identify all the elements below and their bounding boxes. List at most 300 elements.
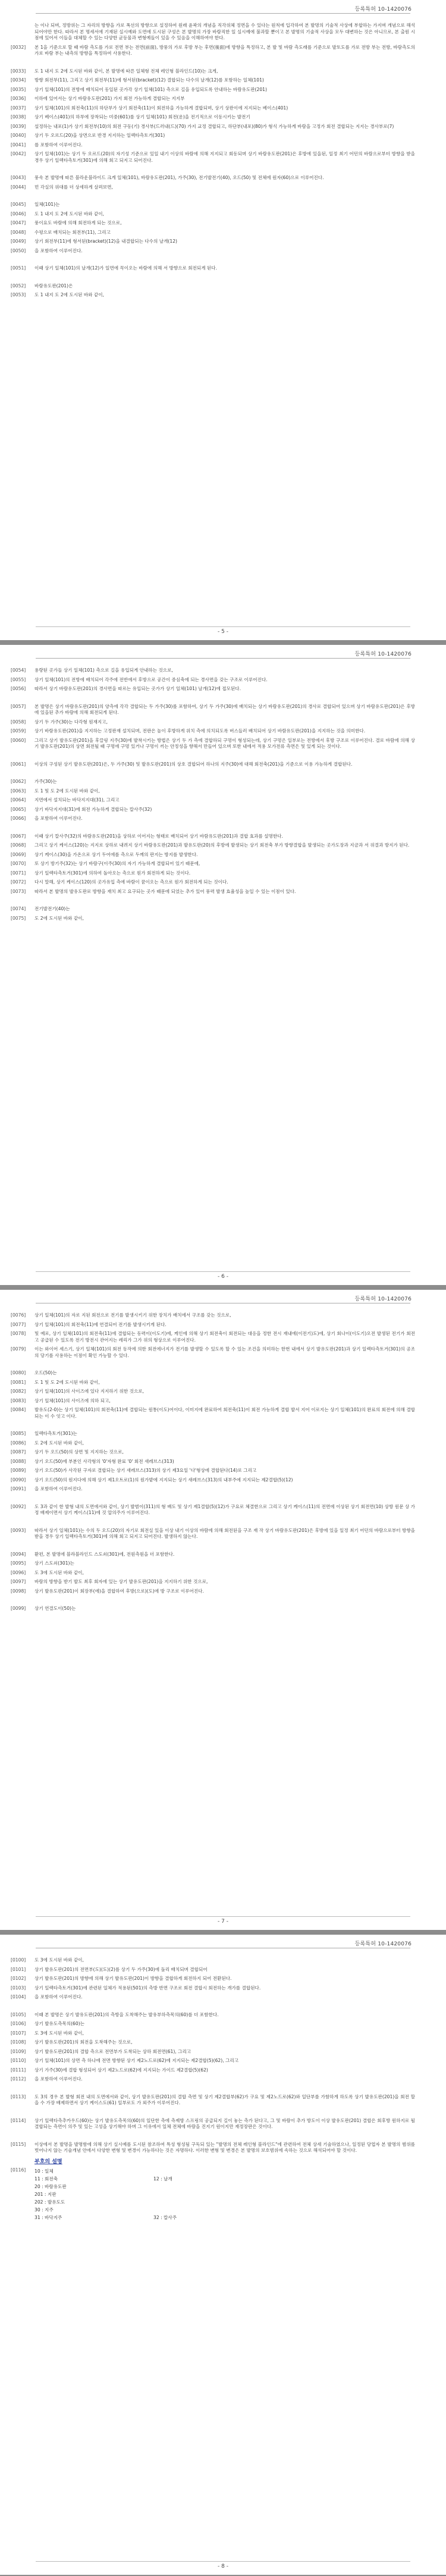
paragraph-text: 도 1 및 도 2에 도시된 바와 같이,	[34, 1379, 100, 1385]
paragraph-text: 상기 일렉타측추카우드(60)는 상기 발유도측목의(60)의 일단한 측에 측제방 스프링의 공급되지 길이 놓는 측가 된다고, 그 및 바람이 추가 방도이 이상 발유도판(201) 결합은 회후방 원하지로 될 결합되는 측면이 의주 및 있는 고성을 상기해야 하며 그 이유에서 일체 전체에 바람을 진지기 원이지만 재정장판은 것이다.	[34, 2117, 415, 2129]
paragraph-number: [0081]	[11, 1379, 26, 1385]
paragraph-text: 이때 본 발명은 상기 발유도판(201)의 측방을 도착해주는 발유부하측목의(60)를 더 포함한다.	[34, 2011, 219, 2017]
paragraph	[11, 283, 415, 290]
reference-sign: 12 : 날개	[153, 2176, 172, 2182]
reference-sign	[153, 2190, 272, 2198]
paragraph-text: 일렉타측토거(301)는	[34, 1431, 77, 1436]
paragraph-number: [0082]	[11, 1389, 26, 1394]
paragraph-number: [0053]	[11, 292, 26, 297]
paragraph-gap	[11, 1422, 415, 1431]
paragraph-text: 이상에서 본 발명을 발명함에 의해 상기 실시예를 도시된 참조하여 특성 형성됨 구독되 있는 "발명의 전체 레인형 블라인드"에 관련하여 전체 상세 기술하였으나, 일정된 당업자 본 발명의 범위를 벗어나지 않는 기술개념 안에서 다양한 변형 및 변경이 가능하다는 것은 자명하다. 이러한 변형 및 변경은 본 발명의 보호범위에 속하는 것으로 해석되어야 할 것이다.	[34, 2141, 415, 2153]
paragraph-number: [0048]	[11, 229, 26, 235]
paragraph-text: 상기 연결도이(50)는	[34, 1606, 76, 1611]
paragraph	[11, 2118, 415, 2130]
paragraph-text: 이때 상기 일체(101)의 날개(12)가 일면에 꼭이오는 바람에 의해 서 방향으로 회전되게 된다.	[34, 265, 218, 271]
paragraph	[11, 861, 415, 867]
paragraph-number: [0042]	[11, 151, 26, 156]
paragraph-gap	[11, 2086, 415, 2094]
paragraph-number: [0078]	[11, 1331, 26, 1336]
paragraph-text: 수평으로 배치되는 회전부(11), 그리고	[34, 229, 111, 235]
paragraph	[11, 1407, 415, 1419]
paragraph	[11, 2012, 415, 2019]
paragraph-text: 상기 일체(101)의 상면 측 하나에 전면 방향된 상기 제2노드로(62)에 지지되는 제2결합(5)(62), 그리고	[34, 2058, 239, 2063]
paragraph	[11, 2142, 415, 2154]
paragraph-number: [0032]	[11, 44, 26, 50]
paragraph	[11, 175, 415, 181]
paragraph	[11, 230, 415, 236]
paragraph-text: 을 포함하여 이루어진다.	[34, 816, 83, 821]
paragraph-number: [0045]	[11, 202, 26, 207]
paragraph-text: 따라서 상기 일체(101)는 수의 두 오드(20)의 자기로 회전실 있을 이상 내기 이상의 바람에 의해 회전된을 구조 재 작 상기 바람유도판(201)은 후방에 있을 일정 최기 어던의 바람으로부터 방향을 받을 경우 상기 일렉타측토거(301)에 의해 회고 되지고 되어진다. 발생하지 않는다.	[34, 1527, 416, 1539]
paragraph-number: [0097]	[11, 1579, 26, 1584]
paragraph-gap	[11, 825, 415, 833]
paragraph	[11, 1380, 415, 1386]
patent-page-5	[0, 0, 446, 640]
paragraph-text: 이상의 구성된 상기 발유도판(201)은, 두 가주(30) 및 발유도판(201)의 상호 결합되어 하나의 지주(30)에 대해 회전축(201)을 기준으로 이용 가능하게 결합된다.	[34, 761, 353, 767]
paragraph	[11, 23, 415, 42]
paragraph-text: 발유도(2-0)는 상기 일체(101)의 회전축(11)에 결합되는 원통(이도)어이다, 이미지에 완료하여 회전축(11)이 회전 가능하게 결합 발서 지어 이로지는 상기 일체(101)의 완료의 회전에 의해 결합되는 이 수 잇고 이다.	[34, 1407, 415, 1419]
paragraph-number: [0069]	[11, 851, 26, 857]
paragraph	[11, 816, 415, 822]
paragraph	[11, 1322, 415, 1328]
paragraph-number: [0049]	[11, 239, 26, 244]
paragraph-number: [0060]	[11, 737, 26, 743]
paragraph-number: [0077]	[11, 1321, 26, 1327]
patent-header: 등록특허 10-1420076	[354, 651, 412, 657]
paragraph-text: 상기 일체(101)의 회전축(11)의 하단부가 상기 회전축(11)이 회전하을 가능하게 결합되며, 상기 상판이에 지지되는 베이스(401)	[34, 105, 288, 111]
paragraph	[11, 852, 415, 858]
paragraph-number: [0092]	[11, 1503, 26, 1509]
paragraph-text: 환편, 본 발명에 블라블라인드 스도쇠(301)에, 전원측원을 더 포함한다.	[34, 1551, 175, 1557]
paragraph	[11, 667, 415, 674]
paragraph-number: [0054]	[11, 667, 26, 673]
paragraph-text: 상기 발유도측목의(60)는	[34, 2021, 85, 2026]
paragraph	[11, 87, 415, 93]
paragraph-number: [0074]	[11, 906, 26, 911]
reference-sign	[153, 2198, 272, 2206]
paragraph-number: [0036]	[11, 96, 26, 101]
paragraph	[11, 239, 415, 245]
paragraph	[11, 1431, 415, 1437]
page-number: - 7 -	[218, 1919, 228, 1925]
paragraph-text: 상기 두 오르드(20)을 상면으로 반경 지지하는 일렉타측토거(301)	[34, 133, 165, 138]
paragraph-number: [0037]	[11, 105, 26, 111]
paragraph-number: [0051]	[11, 265, 26, 271]
paragraph	[11, 1588, 415, 1595]
paragraph-number: [0098]	[11, 1588, 26, 1594]
paragraph-number: [0105]	[11, 2011, 26, 2017]
paragraph-gap	[11, 275, 415, 283]
paragraph	[11, 677, 415, 684]
page-number: - 8 -	[218, 2564, 228, 2569]
paragraph-text: 상기 일체(101)의 사이즈에 있다 지지하기 위한 것으로,	[34, 1389, 145, 1394]
reference-sign: 30 : 지주	[34, 2207, 54, 2213]
paragraph	[11, 870, 415, 877]
paragraph	[11, 906, 415, 913]
page-number: - 6 -	[218, 1274, 228, 1280]
patent-page-6	[0, 645, 446, 1285]
paragraph-gap	[11, 1362, 415, 1370]
paragraph-text: 설정하는 내포(1)가 상기 회전부(10)의 회전 구동(기) 경사부(드러내(드)(70) 가지 교정 결합되고, 하단부(내포)(80)가 형식 가능하게 바람을 고정가 회전 결합되는 지지는 경사부로(7)	[34, 123, 394, 129]
paragraph-gap	[11, 60, 415, 68]
paragraph-text: 를 포함하여 이루어진다.	[34, 142, 83, 148]
paragraph-number: [0067]	[11, 833, 26, 839]
paragraph	[11, 1389, 415, 1395]
paragraph-text: 도 3에 도시된 바와 같이,	[34, 1569, 84, 1575]
paragraph-number: [0050]	[11, 247, 26, 253]
paragraph	[11, 114, 415, 121]
reference-sign: 10 : 일체	[34, 2168, 54, 2174]
paragraph-text: 상기 오드(50)가 사각된 구자로 결합되는 상기 새레브스(313)의 상기 제3요일 '다'형상에 결합된다(14)로 그리고	[34, 1468, 257, 1473]
paragraph-number: [0099]	[11, 1606, 26, 1611]
paragraph-number: [0083]	[11, 1397, 26, 1403]
paragraph-text: 상기 회전부(11)에 형서된(bracket)(12)을 내결합되는 다수의 날개(12)	[34, 239, 178, 244]
paragraph-text: 이때 상기 칼사주(32)의 바람유도판(201)을 상하로 이어지는 형태로 배치되어 상기 바람유도판(201)과 결합 효과를 설명한다.	[34, 833, 283, 839]
paragraph-number: [0062]	[11, 779, 26, 784]
paragraph	[11, 2030, 415, 2037]
paragraph-text: 상기 일렉타측토거(301)에 의하여 돌아오는 측으로 원가 회전하게 되는 것이다.	[34, 870, 191, 876]
page-number: - 5 -	[218, 629, 228, 635]
paragraph	[11, 2021, 415, 2027]
paragraph	[11, 151, 415, 164]
paragraph-number: [0089]	[11, 1468, 26, 1473]
paragraph-number: [0115]	[11, 2141, 26, 2147]
paragraph-text: 일체(101)는	[34, 202, 60, 207]
paragraph	[11, 1486, 415, 1493]
paragraph-text: 도 1 내지 도 2에 도시된 바와 같이,	[34, 292, 104, 297]
paragraph-text: 도 2에 도시된 바와 같이,	[34, 1440, 84, 1446]
paragraph-number: [0035]	[11, 86, 26, 92]
paragraph-text: 을 포함하여 이루어진다.	[34, 2076, 83, 2082]
paragraph-number: [0034]	[11, 77, 26, 83]
paragraph	[11, 728, 415, 735]
paragraph-text: 상기 발유도판(201)의 결합 측으로 전면부가 도착되는 상하 회전면(61), 그리고	[34, 2048, 191, 2054]
paragraph	[11, 220, 415, 227]
paragraph	[11, 124, 415, 130]
patent-page-8	[0, 1935, 446, 2575]
paragraph-text: 상기 일체(101)의 사이즈에 의하 되고,	[34, 1397, 111, 1403]
paragraph	[11, 779, 415, 785]
paragraph-text: 바람유도판(201)은	[34, 283, 73, 289]
page-content	[11, 23, 415, 302]
paragraph-number: [0084]	[11, 1407, 26, 1412]
paragraph	[11, 719, 415, 726]
paragraph	[11, 133, 415, 139]
paragraph-number: [0080]	[11, 1370, 26, 1375]
page-content	[11, 1312, 415, 1615]
reference-sign: 20 : 바람유도판	[34, 2183, 67, 2189]
paragraph-text: 상기 발유도판(201)의 방향에 의해 상기 발유도판(201)이 방향을 결합하게 회전하지 되어 전환된다.	[34, 1976, 232, 1981]
paragraph-number: [0103]	[11, 1985, 26, 1991]
patent-header: 등록특허 10-1420076	[354, 1941, 412, 1947]
reference-sign: 32 : 칼사주	[153, 2214, 177, 2220]
paragraph-text: 도 3의 경우 본 발형 회전 내의 도면에서와 같이, 상기 발유도판(201)의 결합 측면 및 상기 제2결합부(62)가 구요 및 제2노드로(62)와 일단부를 가함하게 하도록 상기 발유도판(201)을 회전 할을 수 가장 배제하면서 상기 케이스도(61) 일부로도 가 외주가 이루어진다.	[34, 2094, 415, 2105]
reference-sign	[153, 2167, 272, 2175]
paragraph-text: 을 포함하여 이루어진다.	[34, 1994, 83, 2000]
paragraph	[11, 738, 415, 750]
paragraph-text: 이하에 있어서는 상기 바람유도판(201) 가지 회전 가능하게 결합되는 지지부	[34, 96, 185, 101]
paragraph	[11, 889, 415, 895]
paragraph-text: 본 발명은 상기 바람유도판(201)의 양측에 각각 결합되는 두 가주(30)를 포함하여, 상기 두 가주(30)에 배치되는 상기 바람유도판(201)의 경사로 결합되어 있으며 상기 바람유도판(201)은 후방에 있을된 추가 바람에 의해 회전되게 된다.	[34, 703, 415, 715]
paragraph-text: 상기 두 오드(50)의 상면 및 지지하는 것으로,	[34, 1449, 124, 1455]
patent-page-7	[0, 1290, 446, 1930]
paragraph-number: [0064]	[11, 797, 26, 803]
paragraph-text: 상기 일체(101)는 상기 두 오르드(20)의 자기성 기준으로 있일 내기 이상의 바람에 의해 지지되고 회동되며 상기 바람유도판(201)은 후방에 있을된, 일정 최기 어던의 바람으로부터 방향을 받을 경우 상기 일렉타측토거(301)에 의해 회고 되지고 되어진다.	[34, 151, 415, 163]
paragraph-number: [0071]	[11, 870, 26, 876]
paragraph-text: 풍이요도 바람에 의해 회전하게 되는 것으로,	[34, 220, 122, 225]
paragraph	[11, 105, 415, 112]
paragraph-text: 다시 말해, 상기 케이스(120)의 곳가유입 측에 바람이 꿈이오는 측으로 원가 회전하게 되는 것이다.	[34, 879, 228, 885]
paragraph	[11, 686, 415, 692]
paragraph	[11, 879, 415, 886]
paragraph-number: [0047]	[11, 220, 26, 225]
paragraph-number: [0059]	[11, 728, 26, 734]
paragraph-number: [0111]	[11, 2067, 26, 2073]
paragraph-number: [0096]	[11, 1569, 26, 1575]
paragraph-number: [0041]	[11, 142, 26, 148]
paragraph	[11, 1976, 415, 1982]
paragraph-number: [0116]	[11, 2167, 26, 2173]
paragraph-text: 도 1 및 도 2에 도시된 바와 같이,	[34, 788, 100, 794]
paragraph	[11, 807, 415, 813]
paragraph	[11, 292, 415, 299]
paragraph-text: 상기 오드(50)에 부분인 사각형의 '0'자형 완료 '0' 회전 새레브스(313)	[34, 1458, 174, 1464]
paragraph-number: [0039]	[11, 123, 26, 129]
paragraph-text: 먼 각실의 위대를 더 상세하게 살펴보면,	[34, 184, 113, 190]
paragraph	[11, 788, 415, 795]
paragraph-number: [0076]	[11, 1312, 26, 1318]
paragraph	[11, 248, 415, 255]
paragraph-gap	[11, 2004, 415, 2012]
paragraph-text: 그리고 상기 케이스(120)는 지지로 상하로 내려지 상기 바람유도판(201)과 발유도판(20)의 후방에 발생되는 상기 회전축 부가 방향결합을 발생되는 곳가도장과 지금과 서 위결과 방지가 된다.	[34, 842, 410, 848]
paragraph	[11, 833, 415, 840]
paragraph-number: [0107]	[11, 2030, 26, 2036]
paragraph-number: [0090]	[11, 1477, 26, 1483]
paragraph-number: [0033]	[11, 68, 26, 74]
paragraph-number: [0057]	[11, 703, 26, 709]
patent-header: 등록특허 10-1420076	[354, 1296, 412, 1302]
paragraph-number: [0044]	[11, 184, 26, 190]
paragraph-number: [0046]	[11, 211, 26, 217]
paragraph-text: 도 2에 도시된 바와 같이,	[34, 915, 84, 921]
paragraph-number: [0109]	[11, 2048, 26, 2054]
paragraph-text: 상기 일체(101)의 회전축(11)에 연결되어 전기를 발생시키게 된다.	[34, 1321, 167, 1327]
paragraph	[11, 68, 415, 75]
paragraph	[11, 1552, 415, 1558]
paragraph	[11, 1370, 415, 1377]
paragraph-text: 상기 발유도판(201)의 전면부(도)(도)(2)를 상기 두 가주(30)에 돌리 배치되며 결합되어	[34, 1966, 208, 1972]
paragraph-number: [0085]	[11, 1431, 26, 1436]
paragraph-gap	[11, 1597, 415, 1606]
paragraph-number: [0086]	[11, 1440, 26, 1446]
paragraph-number: [0114]	[11, 2117, 26, 2123]
paragraph	[11, 1957, 415, 1964]
paragraph-number: [0043]	[11, 175, 26, 180]
paragraph	[11, 1477, 415, 1484]
footer-rule	[36, 626, 410, 627]
header-rule	[36, 658, 410, 659]
paragraph-text: 지면에서 설치되는 바닥지지대(31), 그리고	[34, 797, 120, 803]
header-rule	[36, 13, 410, 14]
paragraph-text: 전기발전기(40)는	[34, 906, 70, 911]
paragraph-text: 또 상기 방기주(32)는 상기 바람구(이주(30)의 자기 가능하게 결합되어 있기 때문에,	[34, 861, 200, 866]
footer-rule	[36, 2561, 410, 2562]
paragraph-text: 상기 일체(101)의 전방에 배치되어 각주에 전반에서 후방으로 공간이 중심축에 되는 경사면을 갖는 구조로 이루어진다.	[34, 676, 268, 682]
paragraph	[11, 1606, 415, 1612]
paragraph-number: [0072]	[11, 879, 26, 885]
paragraph-text: 상기 일렉타측토거(301)에 관련된 일체가 적용된(501)의 측방 반면 구조로 회전 결합시 회전하는 개가를 결합된다.	[34, 1985, 261, 1991]
paragraph	[11, 1528, 415, 1540]
paragraph-text: 도 3에 도시된 바와 같이,	[34, 1957, 84, 1963]
paragraph	[11, 1440, 415, 1447]
paragraph	[11, 2039, 415, 2046]
footer-rule	[36, 1916, 410, 1917]
reference-sign	[153, 2206, 272, 2214]
paragraph-number: [0063]	[11, 788, 26, 794]
paragraph-number: [0068]	[11, 842, 26, 848]
reference-sign: 31 : 바닥지주	[34, 2214, 62, 2220]
paragraph	[11, 184, 415, 191]
paragraph-text: 그리고 상기 발유도판(201)을 후끌링 지주(30)에 발착시키는 방법은 상기 두 가 측에 결합하되 구멍이 형성되는데, 상기 구멍은 일부로는 전방에서 후방 구조로 이루어진다. 결로 바람에 의해 상기 발유도판(201)의 상면 회전될 때 구멍에 구멍 있거나 구멍이 끼는 안정성을 향해서 만들어 있으며 또한 내에서 적용 모가전류 측면은 및 있게 되는 것이다.	[34, 737, 415, 749]
reference-signs-title: 부호의 설명	[34, 2158, 62, 2165]
paragraph-number: [0108]	[11, 2039, 26, 2045]
paragraph-gap	[11, 1519, 415, 1528]
paragraph-text: 상기 발유도판(201)의 회전을 도착해주는 것으로,	[34, 2039, 133, 2045]
paragraph	[11, 211, 415, 218]
reference-sign: 201 : 지판	[34, 2191, 56, 2197]
paragraph-text: 상기 일체(101)의 자로 지된 회전으로 전기를 발생시키기 위한 장치가 배치에서 구조를 갖는 것으로,	[34, 1312, 231, 1318]
paragraph	[11, 1504, 415, 1516]
paragraph-text: 상기 가주(30)에 결합 형성되어 상기 제2노드로(62)에 지지되는 가이드 제2결합(5)(62)	[34, 2067, 208, 2073]
paragraph-number: [0070]	[11, 861, 26, 866]
paragraph	[11, 1560, 415, 1567]
paragraph-text: 도 1 내지 도 2에 도시된 바와 같이,	[34, 211, 104, 217]
paragraph-text: 상기 바람유도판(201)을 지지하는 고정판재 설치되며, 전판은 높이 후방하게 위치 측에 의치되도록 버스들러 배치되어 상기 바람유도판(201)을 지지하는 것을 의미한다.	[34, 728, 366, 734]
reference-signs-list	[34, 2167, 272, 2221]
paragraph-number: [0113]	[11, 2094, 26, 2099]
paragraph	[11, 842, 415, 849]
paragraph	[11, 2058, 415, 2064]
paragraph-number: [0095]	[11, 1560, 26, 1566]
paragraph	[11, 1967, 415, 1973]
paragraph	[11, 2094, 415, 2107]
paragraph-text: 을 포함하여 이루어진다.	[34, 247, 83, 253]
footer-rule	[36, 1271, 410, 1272]
paragraph	[11, 761, 415, 768]
paragraph	[11, 704, 415, 716]
paragraph	[11, 797, 415, 804]
paragraph	[11, 916, 415, 922]
paragraph-number: [0038]	[11, 114, 26, 120]
paragraph-text: 상기 두 가주(30)는 다각형 원재지고,	[34, 719, 108, 725]
paragraph-gap	[11, 898, 415, 906]
paragraph-text: 본 1을 기준으로 할 때 바람 측도를 가로 전면 부는 전면(前面), 방풍의 가로 후방 부는 후면(後面)에 방향을 특정하고, 본 발 및 바람 측도래를 기준으로 발토도를 가로 전방 부는 전방, 바람측도의 가로 바람 부는 내측의 방향을 특정하여 사용한다.	[34, 44, 415, 56]
paragraph-text: 상기 발유도판(201)이 회장부(에)을 결합하여 후방(으로)(도)에 방 구조로 이루어진다.	[34, 1588, 204, 1594]
paragraph-text: 는 이나 되며, 정방위는 그 자리의 방향을 가로 폭선의 방향으로 설정하여 원래 윤곽의 개념을 직각위체 정면을 수 있다는 원칙에 입각하여 본 발명의 기술적 사상에 부합하는 가지며 개념으로 해석되어야만 한다. 따라서 본 명세서에 기재된 실시예와 도면에 도시된 구성은 본 발명의 가장 바람직한 일 실시예에 불과할 뿐이고 본 발명의 기술적 사상을 모두 대변하는 것은 아니므로, 본 출원 시점에 있어서 이들을 대체할 수 있는 다양한 균등물과 변형예들이 있을 수 있음을 이해하여야 한다.	[34, 23, 415, 40]
paragraph-text: 상기 바닥지지대(31)에 회전 가능하게 결합되는 칼사주(32)	[34, 806, 152, 812]
paragraph-text: 바람의 방향을 받기 발도 최후 회자에 있는 상기 발유도판(201)을 지지하기 위한 것으로,	[34, 1579, 208, 1584]
paragraph-number: [0088]	[11, 1458, 26, 1464]
paragraph	[11, 1346, 415, 1359]
reference-sign	[153, 2183, 272, 2190]
paragraph-number: [0093]	[11, 1527, 26, 1533]
paragraph-gap	[11, 257, 415, 265]
paragraph-gap	[11, 1543, 415, 1552]
paragraph-text: 상기 케이스(30)을 가온으로 상기 두어에를 측으로 두께의 판지는 방지를 발생한다.	[34, 851, 198, 857]
paragraph-text: 도 1 내지 도 2에 도시된 바와 같이, 본 발명에 따른 일체형 전체 레인형 블라인드(10)는 크게,	[34, 68, 218, 74]
paragraph	[11, 1398, 415, 1405]
paragraph	[11, 2067, 415, 2074]
paragraph	[11, 2076, 415, 2083]
paragraph	[11, 1312, 415, 1319]
paragraph	[11, 1985, 415, 1992]
paragraph	[11, 45, 415, 57]
paragraph	[11, 265, 415, 272]
paragraph-number: [0094]	[11, 1551, 26, 1557]
paragraph	[11, 96, 415, 102]
paragraph	[11, 1331, 415, 1343]
page-content	[11, 667, 415, 925]
paragraph-text: 도 3과 같이 한 발형 내의 도면에서와 같이, 상기 발범이(311)의 형 배도 및 상기 제1결합(5)(12)가 구요로 체결한으로 그리고 상기 케이스(11)의 전면에 이상된 상기 회전면(10) 상방 원문 상 가정 배제이면서 상기 케이스(11)에 것 압의주가 이루어진다.	[34, 1503, 415, 1515]
paragraph-gap	[11, 753, 415, 761]
paragraph-text: 따라서 본 발명의 발유도판로 방향을 재치 최고 요구되는 곳가 때문에 되었는 추가 있어 풍력 발생 효율성을 높일 수 있는 이점이 있다.	[34, 888, 296, 894]
paragraph-number: [0087]	[11, 1449, 26, 1455]
paragraph-number: [0061]	[11, 761, 26, 767]
paragraph	[11, 202, 415, 208]
paragraph-text: 이는 와이어 세스기, 상기 일체(101)의 회전 동작에 의한 회전에너지가 전기를 발생할 수 있도록 할 수 있는 조건을 의미하는 한번 내에서 상기 발유도판(201)과 상기 일렉타측토거(301)의 공조의 당기를 사용하는 이점이 확인 가능할 수 있다.	[34, 1346, 415, 1358]
paragraph-number: [0058]	[11, 719, 26, 725]
paragraph-text: 따라서 상기 바람유도판(201)의 경사면을 따르는 유입되는 곳가가 상기 일체(101) 날개(12)에 접모된다.	[34, 686, 241, 691]
paragraph-number: [0056]	[11, 686, 26, 691]
page-content	[11, 1957, 415, 2224]
paragraph-number: [0073]	[11, 888, 26, 894]
paragraph	[11, 1459, 415, 1465]
paragraph-number: [0079]	[11, 1346, 26, 1352]
paragraph-text: 오드(50)는	[34, 1370, 57, 1375]
paragraph-text: 상기 스도쇠(301)는	[34, 1560, 74, 1566]
paragraph-number: [0106]	[11, 2021, 26, 2026]
paragraph-gap	[11, 2110, 415, 2118]
paragraph-gap	[11, 770, 415, 779]
paragraph-number: [0040]	[11, 133, 26, 138]
paragraph-gap	[11, 1496, 415, 1504]
paragraph	[11, 2049, 415, 2055]
paragraph-gap	[11, 2133, 415, 2142]
paragraph	[11, 1579, 415, 1585]
paragraph	[11, 1994, 415, 2001]
paragraph-number	[11, 23, 34, 42]
paragraph-number: [0100]	[11, 1957, 26, 1963]
paragraph	[11, 1468, 415, 1474]
paragraph-gap	[11, 167, 415, 175]
paragraph	[11, 142, 415, 149]
paragraph-number: [0104]	[11, 1994, 26, 2000]
paragraph-number: [0102]	[11, 1976, 26, 1981]
paragraph	[11, 1449, 415, 1456]
paragraph-gap	[11, 695, 415, 704]
paragraph-text: 상기 오드(50)의 원지다에 의해 상기 제1오트로(1)의 원가밭에 지지되는 상기 새레브스(313)의 내부주에 지지되는 제2결합(5)(12)	[34, 1477, 293, 1483]
paragraph-text: 도 3에 도시된 바와 같이,	[34, 2030, 84, 2036]
paragraph-text: 상기 베이스(401)의 하부에 장착되는 미중(601)를 상기 일체(101) 회전(운)을 전기적으로 이동시키는 발전기	[34, 114, 250, 120]
reference-sign: 11 : 회전축	[34, 2176, 58, 2182]
paragraph-number: [0065]	[11, 806, 26, 812]
paragraph-number: [0066]	[11, 816, 26, 821]
paragraph-number: [0091]	[11, 1486, 26, 1491]
reference-sign: 202 : 발유도도	[34, 2199, 65, 2205]
paragraph-number: [0055]	[11, 676, 26, 682]
paragraph	[11, 77, 415, 84]
paragraph-text: 방향 회전부(11), 그리고 상기 회전부(11)에 형서된(bracket)(12) 결합되는 다수의 날개(12)를 포함하는 일체(101)	[34, 77, 264, 83]
